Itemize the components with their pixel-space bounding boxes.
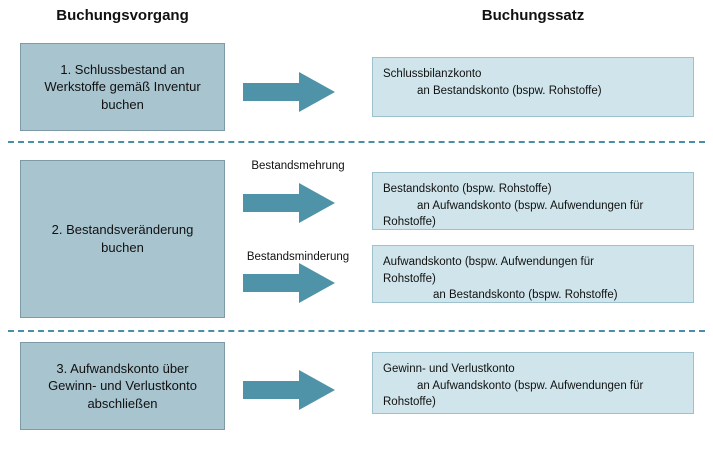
- satz-box-3: [372, 245, 694, 303]
- vorgang-text-1: 1. Schlussbestand an Werkstoffe gemäß Inventur buchen: [44, 61, 201, 112]
- right-arrow-icon-4: [243, 370, 335, 410]
- column-header-buchungsvorgang: Buchungsvorgang: [56, 7, 189, 24]
- arrow-label-bestandsminderung: Bestandsminderung: [246, 251, 350, 263]
- section-divider-2: [8, 330, 705, 332]
- satz-line: an Bestandskonto (bspw. Rohstoffe): [417, 84, 602, 97]
- vorgang-box-2: [20, 160, 225, 318]
- right-arrow-icon-1: [243, 72, 335, 112]
- satz-box-4: [372, 352, 694, 414]
- satz-line: Bestandskonto (bspw. Rohstoffe): [383, 183, 552, 195]
- satz-line: Schlussbilanzkonto: [383, 68, 482, 80]
- right-arrow-icon-3: [243, 263, 335, 303]
- satz-line: Gewinn- und Verlustkonto: [383, 363, 515, 375]
- satz-box-2: [372, 172, 694, 230]
- satz-line: Rohstoffe): [383, 216, 436, 229]
- vorgang-box-1: [20, 43, 225, 131]
- satz-line: Rohstoffe): [383, 396, 436, 409]
- column-header-buchungssatz: Buchungssatz: [481, 7, 585, 24]
- satz-line: Aufwandskonto (bspw. Aufwendungen für: [383, 256, 594, 268]
- section-divider-1: [8, 141, 705, 143]
- vorgang-text-3: 3. Aufwandskonto über Gewinn- und Verlustkonto abschließen: [48, 360, 197, 411]
- vorgang-box-3: [20, 342, 225, 430]
- satz-line: Rohstoffe): [383, 272, 436, 285]
- vorgang-text-2: 2. Bestandsveränderung buchen: [51, 222, 194, 255]
- satz-box-1: [372, 57, 694, 117]
- right-arrow-icon-2: [243, 183, 335, 223]
- satz-line: an Aufwandskonto (bspw. Aufwendungen für: [417, 199, 644, 212]
- satz-line: an Bestandskonto (bspw. Rohstoffe): [433, 289, 618, 302]
- satz-line: an Aufwandskonto (bspw. Aufwendungen für: [417, 379, 644, 392]
- arrow-label-bestandsmehrung: Bestandsmehrung: [251, 160, 345, 172]
